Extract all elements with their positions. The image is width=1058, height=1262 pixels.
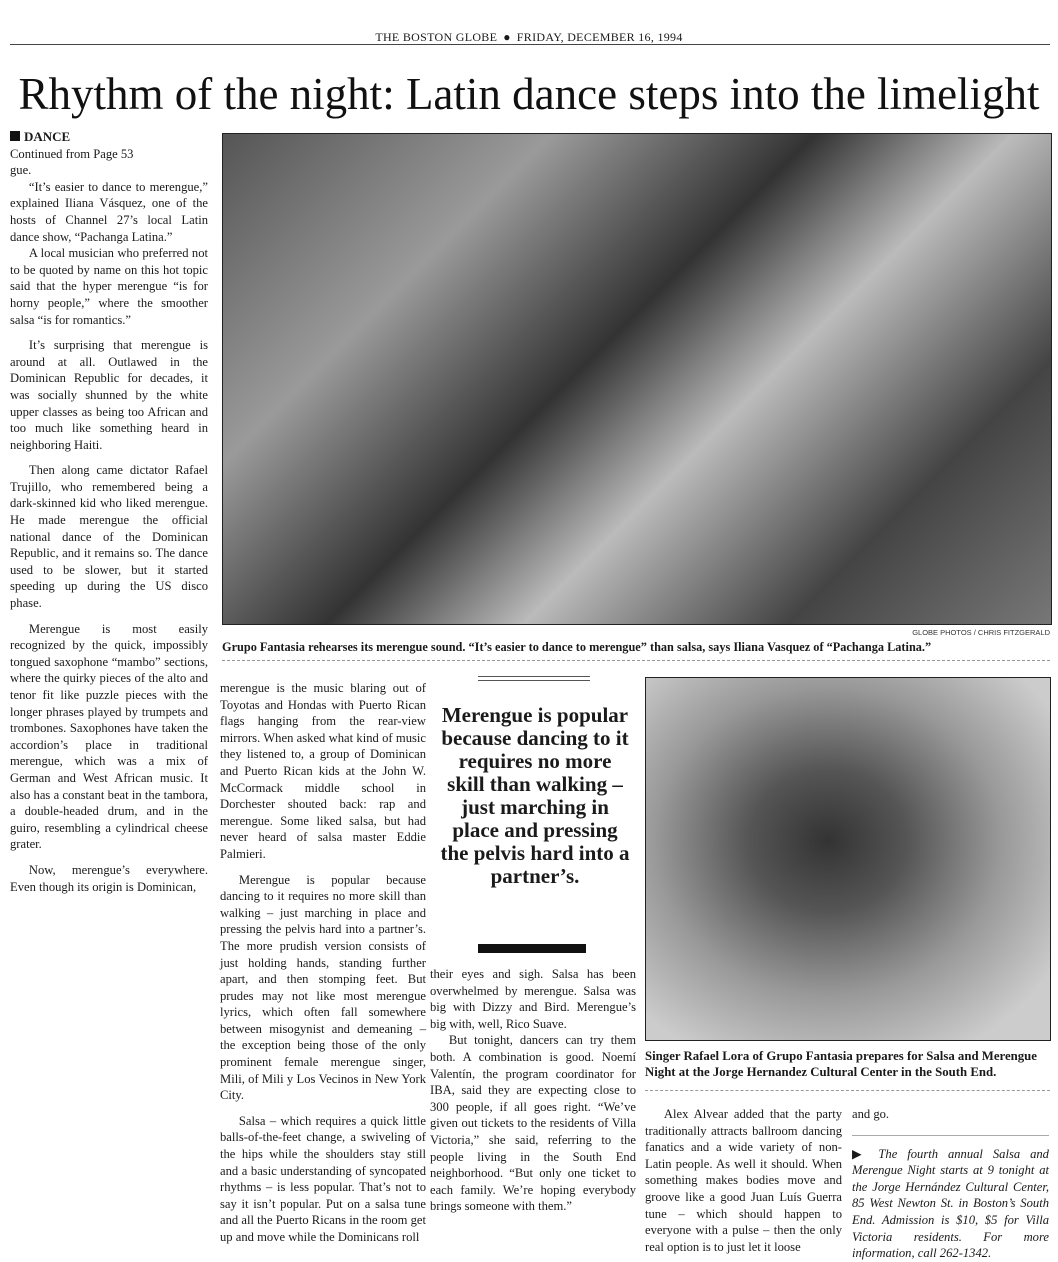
- bullet: ●: [503, 30, 511, 44]
- band-rehearsal-photo: [222, 133, 1052, 625]
- kicker-label: DANCE: [24, 129, 71, 144]
- info-rule: [852, 1135, 1049, 1136]
- singer-photo: [645, 677, 1051, 1041]
- paragraph: merengue is the music blaring out of Toyotas and Hondas with Puerto Rican flags hanging from the rear-view mirrors. When asked what kind of music they listened to, a group of Dominican and Puerto Rican kids at the John W. McCormack middle school in Dorchester shouted back: rap and merengue. Some liked salsa, but had never heard of salsa master Eddie Palmieri.: [220, 681, 426, 861]
- paragraph: Now, merengue’s everywhere. Even though its origin is Dominican,: [10, 862, 208, 894]
- paper-name: THE BOSTON GLOBE: [375, 30, 498, 44]
- headline: Rhythm of the night: Latin dance steps into the limelight: [18, 69, 1040, 119]
- pullquote-bar: [478, 944, 586, 953]
- paragraph: It’s surprising that merengue is around at all. Outlawed in the Dominican Republic for decades, it was socially shunned by the white upper classes as being too African and too much like something heard in neighboring Haiti.: [10, 338, 208, 452]
- paragraph: Alex Alvear added that the party traditionally attracts ballroom dancing fanatics and a wide variety of non-Latin people. As well it should. When something makes bodies move and groove like a good Juan Luís Guerra tune – which should happen to everyone with a pulse – then the only real option is to just let it loose: [645, 1107, 842, 1254]
- caption-rule: [645, 1090, 1050, 1091]
- photo-caption: Singer Rafael Lora of Grupo Fantasia prepares for Salsa and Merengue Night at the Jorge Hernandez Cultural Center in the South End.: [645, 1049, 1037, 1079]
- pullquote: Merengue is popular because dancing to it requires no more skill than walking – just marching in place and pressing the pelvis hard into a partner’s.: [440, 703, 630, 888]
- paragraph: Then along came dictator Rafael Trujillo, who remembered being a dark-skinned kid who liked merengue. He made merengue the official national dance of the Dominican Republic, and it remains so. The dance used to be slower, but it started speeding up during the US disco phase.: [10, 463, 208, 611]
- paragraph: and go.: [852, 1107, 890, 1121]
- event-info: [852, 1146, 1049, 1262]
- paragraph: their eyes and sigh. Salsa has been overwhelmed by merengue. Salsa was big with Dizzy and Bird. Merengue’s big with, well, Rico Suave.: [430, 967, 636, 1031]
- paragraph: A local musician who preferred not to be quoted by name on this hot topic said that the hyper merengue “is for horny people,” where the smoother salsa “is for romantics.”: [10, 246, 208, 327]
- folio-line: [0, 30, 1058, 45]
- section-kicker: [10, 129, 208, 146]
- continued-line: Continued from Page 53: [10, 146, 134, 161]
- column-1: [10, 129, 208, 895]
- paragraph: Merengue is popular because dancing to it requires no more skill than walking – just marching in place and pressing the pelvis hard into a partner’s. The more prudish version consists of just holding hands, standing further apart, and then stomping feet. But prudes may not like most merengue lyrics, which often fall somewhere between misogynist and demeaning – the exception being those of the only prominent female merengue singer, Mili, of Mili y Los Vecinos in New York City.: [220, 872, 426, 1103]
- paragraph: gue.: [10, 163, 32, 178]
- square-icon: [10, 131, 20, 141]
- column-3: [430, 966, 636, 1215]
- folio-rule: [10, 44, 1050, 45]
- caption-rule: [222, 660, 1050, 661]
- paragraph: But tonight, dancers can try them both. A combination is good. Noemí Valentín, the program coordinator for IBA, said they are expecting close to 300 people, if all goes right. “We’ve given out tickets to the residents of Villa Victoria,” she said, referring to the people living in the South End neighborhood. “But only one ticket to each family. We’re hoping everybody brings someone with them.”: [430, 1033, 636, 1214]
- column-5: [852, 1106, 1049, 1262]
- photo-credit: GLOBE PHOTOS / CHRIS FITZGERALD: [912, 628, 1050, 637]
- column-4: [645, 1106, 842, 1255]
- photo-caption: Grupo Fantasia rehearses its merengue sound. “It’s easier to dance to merengue” than salsa, says Iliana Vasquez of “Pachanga Latina.”: [222, 640, 932, 654]
- paragraph: Merengue is most easily recognized by the quick, impossibly tongued saxophone “mambo” sections, where the quirky pieces of the alto and tenor fit like puzzle pieces with the longer phrases played by trumpets and trombones. Saxophones have taken the accordion’s place in traditional merengue, which was a mix of German and West African music. It also has a constant beat in the tambora, a double-headed drum, and in the guiro, resembling a cylindrical cheese grater.: [10, 621, 208, 852]
- issue-date: FRIDAY, DECEMBER 16, 1994: [516, 30, 683, 44]
- triangle-icon: ▶: [852, 1146, 879, 1161]
- pullquote-top-rule: [478, 676, 590, 681]
- event-info-text: The fourth annual Salsa and Merengue Night starts at 9 tonight at the Jorge Hernández Cultural Center, 85 West Newton St. in Boston’s South End. Admission is $10, $5 for Villa Victoria residents. For more information, call 262-1342.: [852, 1146, 1049, 1261]
- column-2: [220, 680, 426, 1246]
- paragraph: “It’s easier to dance to merengue,” explained Iliana Vásquez, one of the hosts of Channel 27’s local Latin dance show, “Pachanga Latina.”: [10, 179, 208, 244]
- paragraph: Salsa – which requires a quick little balls-of-the-feet change, a swiveling of the hips while the shoulders stay still and a basic understanding of syncopated rhythms – is less popular. That’s not to say it isn’t popular. Put on a salsa tune and all the Puerto Ricans in the room get up and move while the Dominicans roll: [220, 1113, 426, 1244]
